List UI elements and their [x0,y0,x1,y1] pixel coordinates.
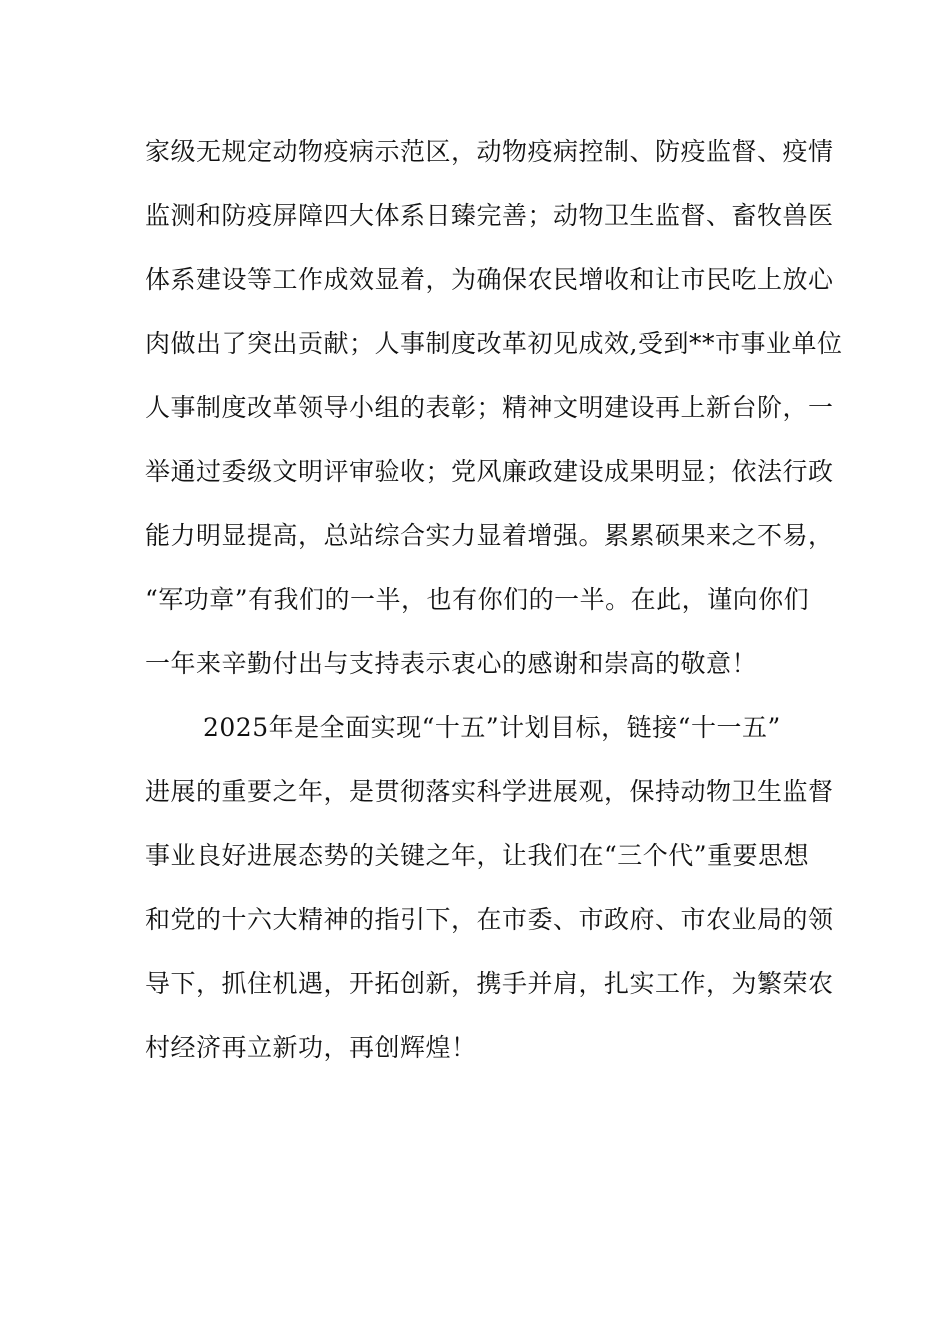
text-line-indented: 2025年是全面实现“十五”计划目标，链接“十一五” [203,713,781,742]
document-body [145,126,843,1086]
text-line: “军功章”有我们的一半，也有你们的一半。在此，谨向你们 [145,585,810,614]
text-line: 肉做出了突出贡献；人事制度改革初见成效,受到**市事业单位 [145,329,843,358]
text-line: 事业良好进展态势的关键之年，让我们在“三个代”重要思想 [145,841,810,870]
text-line: 一年来辛勤付出与支持表示衷心的感谢和崇高的敬意！ [145,649,758,678]
text-line: 人事制度改革领导小组的表彰；精神文明建设再上新台阶，一 [145,393,834,422]
text-line: 能力明显提高，总站综合实力显着增强。累累硕果来之不易， [145,521,834,550]
paragraph-1 [145,126,843,702]
text-line: 监测和防疫屏障四大体系日臻完善；动物卫生监督、畜牧兽医 [145,201,834,230]
paragraph-2 [145,702,834,1086]
text-line: 导下，抓住机遇，开拓创新，携手并肩，扎实工作，为繁荣农 [145,969,834,998]
text-line: 体系建设等工作成效显着，为确保农民增收和让市民吃上放心 [145,265,834,294]
text-line: 家级无规定动物疫病示范区，动物疫病控制、防疫监督、疫情 [145,137,834,166]
text-line: 村经济再立新功，再创辉煌！ [145,1033,477,1062]
text-line: 进展的重要之年，是贯彻落实科学进展观，保持动物卫生监督 [145,777,834,806]
text-line: 举通过委级文明评审验收；党风廉政建设成果明显；依法行政 [145,457,834,486]
text-line: 和党的十六大精神的指引下，在市委、市政府、市农业局的领 [145,905,834,934]
